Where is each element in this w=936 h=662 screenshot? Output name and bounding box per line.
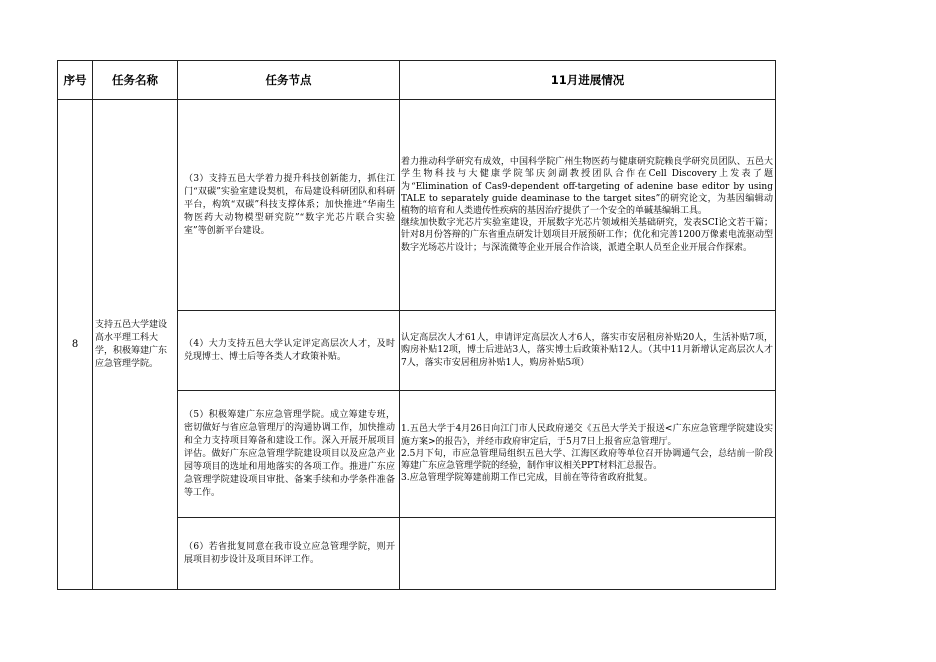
progress-paragraph: 认定高层次人才61人，申请评定高层次人才6人，落实市安居租房补贴20人，生活补贴7项，购房补贴12项，博士后进站3人，落实博士后政策补贴12人。（其中11月新增认定高层次人才7人，落实市安居租房补贴1人，购房补贴5项） bbox=[401, 333, 773, 368]
progress-cell[interactable] bbox=[400, 311, 776, 391]
task-node-cell[interactable]: （5）积极筹建广东应急管理学院。成立筹建专班，密切做好与省应急管理厅的沟通协调工作，加快推动和全力支持项目筹备和建设工作。深入开展开展项目评估。做好广东应急管理学院建设项目以及应急产业园等项目的选址和用地落实的各项工作。推进广东应急管理学院建设项目审批、备案手续和办学条件准备等工作。 bbox=[178, 391, 400, 518]
progress-paragraph: 3.应急管理学院筹建前期工作已完成，目前在等待省政府批复。 bbox=[401, 473, 653, 484]
task-node-cell[interactable]: （6）若省批复同意在我市设立应急管理学院，则开展项目初步设计及项目环评工作。 bbox=[178, 518, 400, 590]
progress-paragraph: 着力推动科学研究有成效，中国科学院广州生物医药与健康研究院赖良学研究员团队、五邑大学生物科技与大健康学院邹庆剑副教授团队合作在Cell Discovery上发表了题为“Elimination of Cas9-dependent off-targeting of adenine base editor by using TALE to separately guide deaminase to the target sites”的研究论文，为基因编辑动植物的培育和人类遗传性疾病的基因治疗提供了一个安全的单碱基编辑工具。 bbox=[401, 157, 773, 216]
header-progress[interactable]: 11月进展情况 bbox=[400, 61, 776, 100]
task-name-cell[interactable]: 支持五邑大学建设高水平理工科大学，积极筹建广东应急管理学院。 bbox=[93, 100, 178, 590]
progress-cell[interactable] bbox=[400, 391, 776, 518]
progress-paragraph: 2.5月下旬，市应急管理局组织五邑大学、江海区政府等单位召开协调通气会，总结前一阶段筹建广东应急管理学院的经验，制作审议相关PPT材料汇总报告。 bbox=[401, 448, 773, 472]
header-task-node[interactable]: 任务节点 bbox=[178, 61, 400, 100]
progress-cell-empty[interactable] bbox=[400, 518, 776, 590]
task-node-cell[interactable]: （4）大力支持五邑大学认定评定高层次人才，及时兑现博士、博士后等各类人才政策补贴。 bbox=[178, 311, 400, 391]
table-row bbox=[58, 100, 776, 311]
header-task-name[interactable]: 任务名称 bbox=[93, 61, 178, 100]
task-node-cell[interactable]: （3）支持五邑大学着力提升科技创新能力，抓住江门“双碳”实验室建设契机，布局建设科研团队和科研平台，构筑“双碳”科技支撑体系；加快推进“华南生物医药大动物模型研究院”“数字光芯片联合实验室”等创新平台建设。 bbox=[178, 100, 400, 311]
task-progress-table bbox=[57, 60, 776, 590]
header-seq[interactable]: 序号 bbox=[58, 61, 93, 100]
header-row bbox=[58, 61, 776, 100]
progress-cell[interactable] bbox=[400, 100, 776, 311]
seq-cell[interactable]: 8 bbox=[58, 100, 93, 590]
progress-paragraph: 1.五邑大学于4月26日向江门市人民政府递交《五邑大学关于报送<广东应急管理学院建设实施方案>的报告》，并经市政府审定后，于5月7日上报省应急管理厅。 bbox=[401, 424, 773, 447]
progress-paragraph: 继续加快数字光芯片实验室建设，开展数字光芯片领域相关基础研究，发表SCI论文若干篇；针对8月份答辩的广东省重点研发计划项目开展预研工作；优化和完善1200万像素电流驱动型数字光场芯片设计；与深流微等企业开展合作洽谈，派遣全职人员至企业开展合作探索。 bbox=[401, 218, 773, 253]
